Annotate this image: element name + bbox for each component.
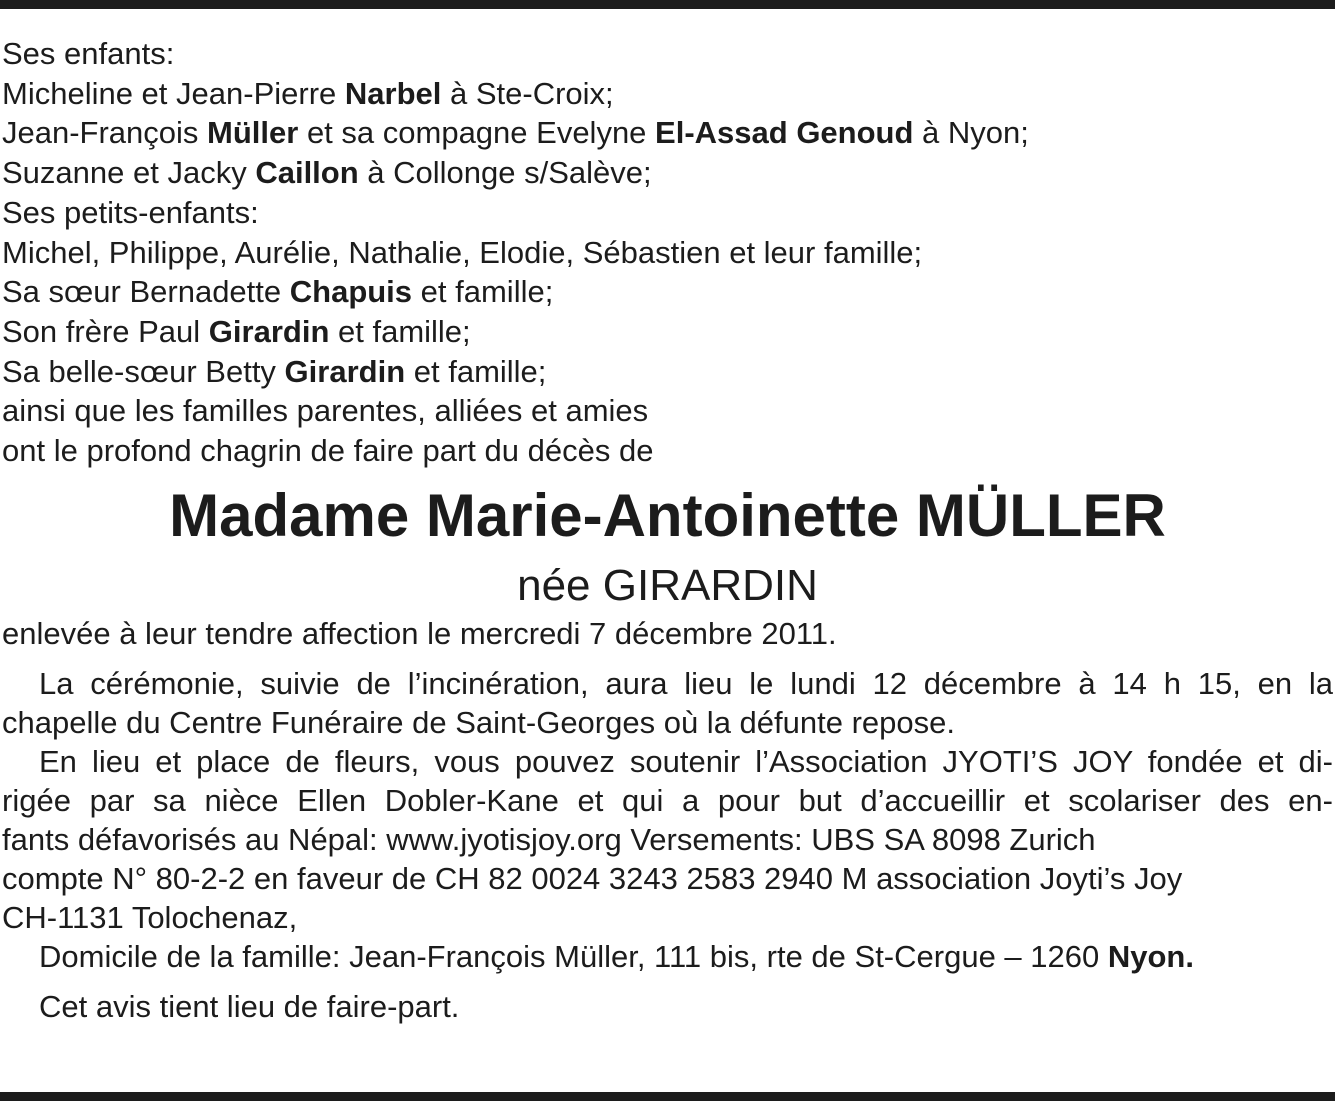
bottom-rule xyxy=(0,1092,1335,1101)
family-line: Son frère Paul Girardin et famille; xyxy=(2,313,471,349)
family-line: ainsi que les familles parentes, alliées et amies xyxy=(2,393,649,429)
top-rule xyxy=(0,0,1335,9)
surname: Girardin xyxy=(208,313,330,349)
family-line: Micheline et Jean-Pierre Narbel à Ste-Croix; xyxy=(2,75,614,111)
family-line: Ses enfants: xyxy=(2,36,175,71)
family-line: Suzanne et Jacky Caillon à Collonge s/Salève; xyxy=(2,155,652,191)
surname: Müller xyxy=(207,115,299,151)
surname: Chapuis xyxy=(289,274,413,310)
donation-line-1: En lieu et place de fleurs, vous pouvez soutenir l’Association JYOTI’S JOY fondée et di- xyxy=(39,744,1333,780)
surname: Girardin xyxy=(284,353,406,389)
family-list xyxy=(2,34,1333,471)
obituary-notice xyxy=(2,34,1333,1026)
surname: Narbel xyxy=(344,75,442,111)
family-line: Michel, Philippe, Aurélie, Nathalie, Elodie, Sébastien et leur famille; xyxy=(2,234,923,270)
family-line: Sa sœur Bernadette Chapuis et famille; xyxy=(2,274,554,310)
donation-line-4: compte N° 80-2-2 en faveur de CH 82 0024 3243 2583 2940 M association Joyti’s Joy xyxy=(2,861,1183,897)
death-line: enlevée à leur tendre affection le mercredi 7 décembre 2011. xyxy=(2,615,837,651)
family-line: ont le profond chagrin de faire part du décès de xyxy=(2,433,654,469)
family-line: Ses petits-enfants: xyxy=(2,194,259,230)
donation-line-5: CH-1131 Tolochenaz, xyxy=(2,900,298,936)
ceremony-line-1: La cérémonie, suivie de l’incinération, aura lieu le lundi 12 décembre à 14 h 15, en la xyxy=(39,666,1333,702)
family-line: Jean-François Müller et sa compagne Evelyne El-Assad Genoud à Nyon; xyxy=(2,115,1029,151)
donation-paragraph xyxy=(2,742,1333,937)
closing-line: Cet avis tient lieu de faire-part. xyxy=(39,989,460,1025)
deceased-name: Madame Marie-Antoinette MÜLLER xyxy=(169,481,1166,549)
surname: Caillon xyxy=(255,155,359,191)
ceremony-line-2: chapelle du Centre Funéraire de Saint-Georges où la défunte repose. xyxy=(2,705,955,741)
domicile-line: Domicile de la famille: Jean-François Müller, 111 bis, rte de St-Cergue – 1260 Nyon. xyxy=(39,939,1194,975)
surname: El-Assad Genoud xyxy=(655,115,914,151)
family-line: Sa belle-sœur Betty Girardin et famille; xyxy=(2,353,547,389)
ceremony-paragraph xyxy=(2,664,1333,742)
donation-line-2: rigée par sa nièce Ellen Dobler-Kane et qui a pour but d’accueillir et scolariser des en- xyxy=(2,783,1333,819)
domicile-city: Nyon. xyxy=(1107,939,1194,975)
maiden-name: née GIRARDIN xyxy=(517,560,818,610)
donation-line-3: fants défavorisés au Népal: www.jyotisjoy.org Versements: UBS SA 8098 Zurich xyxy=(2,822,1096,858)
